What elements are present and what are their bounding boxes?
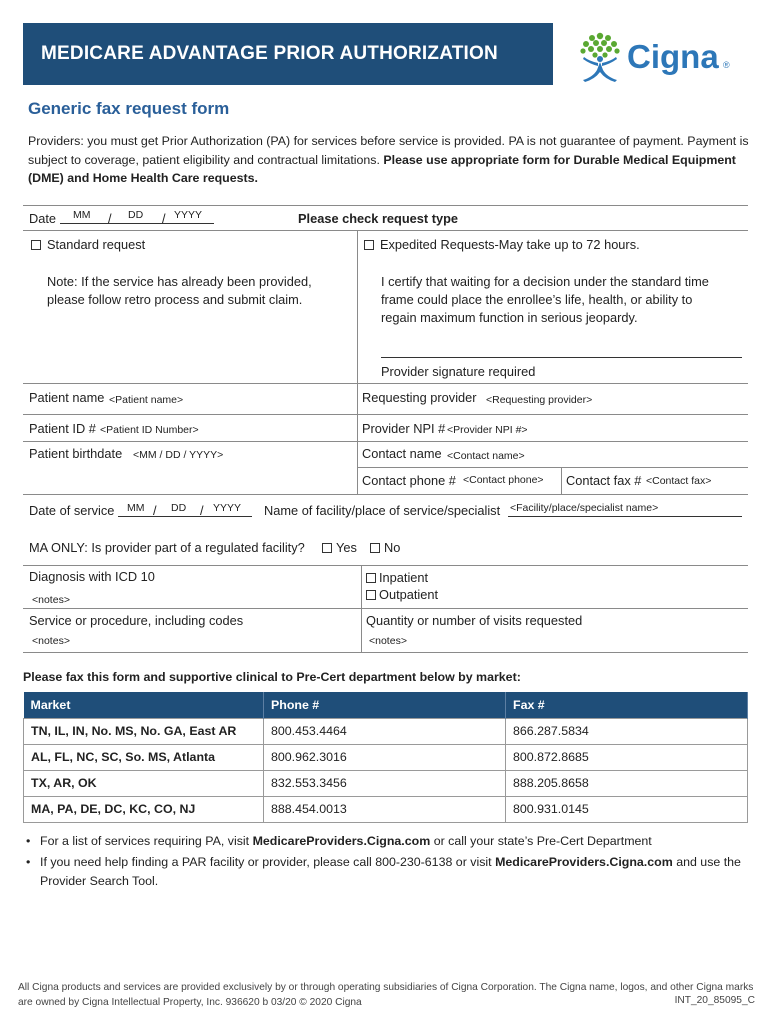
divider <box>23 230 748 231</box>
date-sep: / <box>108 211 112 226</box>
standard-note-line2: please follow retro process and submit claim. <box>47 292 303 307</box>
contact-name-label: Contact name <box>362 446 442 461</box>
header-market: Market <box>24 692 264 718</box>
patient-name-label: Patient name <box>29 390 105 405</box>
certify-line3: regain maximum function in serious jeopardy. <box>381 310 638 325</box>
standard-request-label: Standard request <box>47 237 146 252</box>
banner-title: MEDICARE ADVANTAGE PRIOR AUTHORIZATION <box>41 43 498 64</box>
patient-birthdate-label: Patient birthdate <box>29 446 123 461</box>
list-item <box>24 853 749 891</box>
yes-checkbox[interactable] <box>322 543 332 553</box>
date-mm: MM <box>73 209 91 221</box>
request-type-heading: Please check request type <box>298 211 459 226</box>
list-item <box>24 832 749 851</box>
yes-label: Yes <box>336 540 357 555</box>
cigna-logo <box>575 30 745 84</box>
divider <box>357 230 358 494</box>
fax-cell: 800.872.8685 <box>506 744 748 770</box>
inpatient-checkbox[interactable] <box>366 573 376 583</box>
table-row <box>24 770 748 796</box>
dos-sep: / <box>153 503 157 518</box>
phone-cell: 800.453.4464 <box>264 718 506 744</box>
medicare-providers-link[interactable]: MedicareProviders.Cigna.com <box>252 834 431 848</box>
intro-paragraph <box>28 132 753 188</box>
intro-text: Providers: you must get Prior Authorization (PA) for services before service is provided. PA is not guarantee of payment. Payment is subject to coverage, patient eligibility and contractual limitations. <box>28 134 749 167</box>
dos-yyyy: YYYY <box>213 502 242 514</box>
phone-cell: 800.962.3016 <box>264 744 506 770</box>
market-cell: TN, IL, IN, No. MS, No. GA, East AR <box>24 718 264 744</box>
footer <box>18 980 755 1010</box>
header-banner <box>23 23 553 85</box>
facility-label: Name of facility/place of service/specialist <box>264 503 501 518</box>
dos-sep: / <box>200 503 204 518</box>
outpatient-checkbox[interactable] <box>366 590 376 600</box>
divider <box>23 608 748 609</box>
expedited-request-checkbox[interactable] <box>364 240 374 250</box>
facility-field[interactable] <box>508 516 742 517</box>
fax-cell: 800.931.0145 <box>506 796 748 822</box>
contact-name-field[interactable]: <Contact name> <box>447 450 525 462</box>
table-row <box>24 796 748 822</box>
market-cell: TX, AR, OK <box>24 770 264 796</box>
contact-fax-label: Contact fax # <box>566 473 642 488</box>
standard-note-line1: Note: If the service has already been provided, <box>47 274 312 289</box>
date-label: Date <box>29 211 57 226</box>
bullet2-text-end: and use the Provider Search Tool. <box>40 855 741 888</box>
footer-line1: All Cigna products and services are provided exclusively by or through operating subsidiaries of Cigna Corporation. The Cigna name, logos, and other Cigna marks <box>18 982 754 993</box>
dos-mm: MM <box>127 502 145 514</box>
table-header-row <box>24 692 748 718</box>
service-field[interactable]: <notes> <box>32 635 70 647</box>
intro-bold-text: Please use appropriate form for Durable Medical Equipment (DME) and Home Health Care requests. <box>28 152 736 185</box>
standard-request-option[interactable] <box>31 237 145 252</box>
medicare-providers-link[interactable]: MedicareProviders.Cigna.com <box>495 855 673 869</box>
signature-label: Provider signature required <box>381 364 536 379</box>
divider <box>23 441 748 442</box>
divider <box>23 383 748 384</box>
contact-fax-field[interactable]: <Contact fax> <box>646 475 712 487</box>
no-option[interactable] <box>370 540 400 555</box>
date-dd: DD <box>128 209 144 221</box>
date-of-service-field[interactable] <box>118 516 252 517</box>
divider <box>23 565 748 566</box>
header-fax: Fax # <box>506 692 748 718</box>
outpatient-label: Outpatient <box>379 587 439 602</box>
no-label: No <box>384 540 401 555</box>
market-cell: MA, PA, DE, DC, KC, CO, NJ <box>24 796 264 822</box>
bullet1-text-end: or call your state’s Pre-Cert Department <box>433 834 652 848</box>
ma-only-label: MA ONLY: Is provider part of a regulated facility? <box>29 540 305 555</box>
date-sep: / <box>162 211 166 226</box>
outpatient-option[interactable] <box>366 587 438 602</box>
contact-phone-label: Contact phone # <box>362 473 456 488</box>
date-of-service-label: Date of service <box>29 503 115 518</box>
phone-cell: 832.553.3456 <box>264 770 506 796</box>
fax-instructions: Please fax this form and supportive clinical to Pre-Cert department below by market: <box>23 670 521 684</box>
fax-cell: 888.205.8658 <box>506 770 748 796</box>
logo-wordmark: Cigna <box>627 38 719 75</box>
certify-line1: I certify that waiting for a decision under the standard time <box>381 274 709 289</box>
quantity-field[interactable]: <notes> <box>369 635 407 647</box>
patient-id-field[interactable]: <Patient ID Number> <box>100 424 199 436</box>
fax-cell: 866.287.5834 <box>506 718 748 744</box>
info-bullets <box>24 832 749 893</box>
provider-npi-field[interactable]: <Provider NPI #> <box>447 424 528 436</box>
expedited-request-option[interactable] <box>364 237 640 252</box>
date-yyyy: YYYY <box>174 209 203 221</box>
contact-phone-field[interactable]: <Contact phone> <box>463 474 544 486</box>
standard-request-checkbox[interactable] <box>31 240 41 250</box>
certify-line2: frame could place the enrollee’s life, health, or ability to <box>381 292 693 307</box>
form-title: Generic fax request form <box>28 99 230 118</box>
market-table <box>23 692 748 823</box>
phone-cell: 888.454.0013 <box>264 796 506 822</box>
inpatient-label: Inpatient <box>379 570 429 585</box>
date-field[interactable] <box>60 223 214 224</box>
footer-line2: are owned by Cigna Intellectual Property, Inc. 936620 b 03/20 © 2020 Cigna <box>18 997 362 1008</box>
no-checkbox[interactable] <box>370 543 380 553</box>
provider-signature-field[interactable] <box>381 357 742 358</box>
divider <box>357 467 748 468</box>
diagnosis-label: Diagnosis with ICD 10 <box>29 569 155 584</box>
expedited-request-label: Expedited Requests-May take up to 72 hours. <box>380 237 640 252</box>
yes-option[interactable] <box>322 540 357 555</box>
requesting-provider-field[interactable]: <Requesting provider> <box>486 394 593 406</box>
form-code: INT_20_85095_C <box>674 995 755 1006</box>
dos-dd: DD <box>171 502 187 514</box>
patient-birthdate-field[interactable]: <MM / DD / YYYY> <box>133 449 224 461</box>
market-cell: AL, FL, NC, SC, So. MS, Atlanta <box>24 744 264 770</box>
patient-name-field[interactable]: <Patient name> <box>109 394 184 406</box>
patient-id-label: Patient ID # <box>29 421 96 436</box>
divider <box>23 414 748 415</box>
facility-value: <Facility/place/specialist name> <box>510 502 659 514</box>
diagnosis-field[interactable]: <notes> <box>32 594 70 606</box>
table-row <box>24 744 748 770</box>
divider <box>361 565 362 652</box>
provider-npi-label: Provider NPI # <box>362 421 446 436</box>
divider <box>561 467 562 494</box>
table-row <box>24 718 748 744</box>
service-label: Service or procedure, including codes <box>29 613 244 628</box>
bullet2-text: If you need help finding a PAR facility or provider, please call 800-230-6138 or visit <box>40 855 492 869</box>
header-phone: Phone # <box>264 692 506 718</box>
quantity-label: Quantity or number of visits requested <box>366 613 583 628</box>
requesting-provider-label: Requesting provider <box>362 390 477 405</box>
divider <box>23 494 748 495</box>
tree-of-life-icon <box>575 30 625 84</box>
bullet1-text: For a list of services requiring PA, visit <box>40 834 250 848</box>
divider <box>23 652 748 653</box>
inpatient-option[interactable] <box>366 570 428 585</box>
registered-mark: ® <box>723 60 730 70</box>
divider <box>23 205 748 206</box>
